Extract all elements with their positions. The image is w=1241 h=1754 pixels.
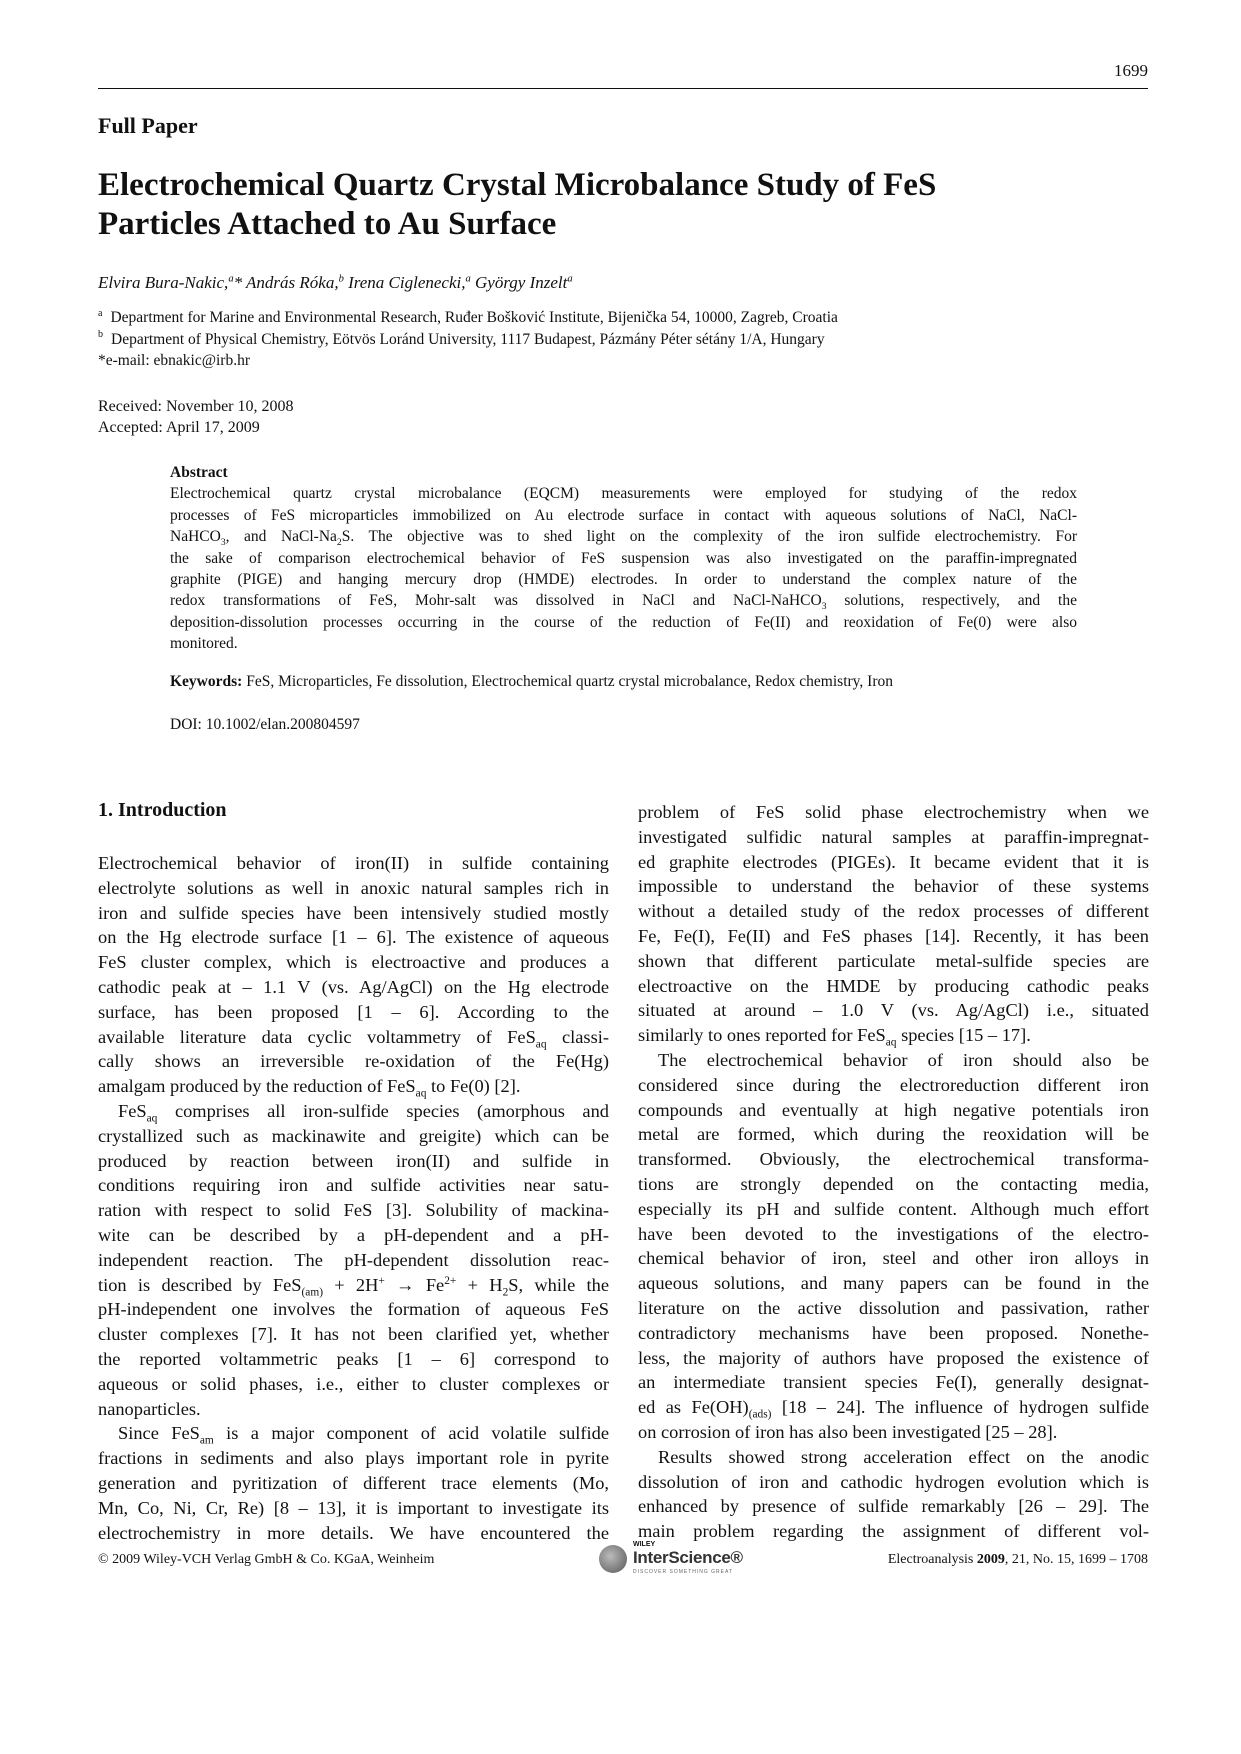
copyright: © 2009 Wiley-VCH Verlag GmbH & Co. KGaA, Weinheim	[98, 1552, 435, 1567]
text-line: electrolyte solutions as well in anoxic natural samples rich in	[98, 877, 609, 898]
text-line: Electrochemical behavior of iron(II) in sulfide containing	[98, 853, 609, 873]
doi: DOI: 10.1002/elan.200804597	[170, 716, 360, 733]
paragraph	[98, 851, 609, 1099]
right-column	[638, 800, 1149, 1544]
paragraph	[638, 1048, 1149, 1445]
text-line: tion is described by $FeS_{(am)} + 2H^+ \to Fe^{2+} + H_2S$, while the	[98, 1274, 609, 1299]
author-list: Elvira Bura-Nakic,$^a$* András Róka,$^b$ Irena Ciglenecki,$^a$ György Inzelt$^a$	[98, 273, 573, 292]
text-line: investigated sulfidic natural samples at paraffin-impregnat-	[638, 826, 1149, 847]
text-line: ed as $Fe(OH)_{(ads)}$ [18 – 24]. The influence of hydrogen sulfide	[638, 1397, 1149, 1421]
abstract-line: Electrochemical quartz crystal microbalance (EQCM) measurements were employed for studying of the redox	[170, 485, 1077, 503]
affiliation-mark: b	[98, 329, 103, 341]
abstract-line: monitored.	[170, 635, 238, 653]
text-line: generation and pyritization of different trace elements (Mo,	[98, 1472, 609, 1493]
text-line: pH-independent one involves the formation of aqueous FeS	[98, 1299, 609, 1320]
paragraph	[638, 1445, 1149, 1544]
text-line: Mn, Co, Ni, Cr, Re) [8 – 13], it is important to investigate its	[98, 1497, 609, 1518]
text-line: contradictory mechanisms have been proposed. Nonethe-	[638, 1322, 1149, 1343]
keywords-label: Keywords:	[170, 673, 243, 690]
text-line: surface, has been proposed [1 – 6]. According to the	[98, 1001, 609, 1022]
text-line: wite can be described by a pH-dependent and a pH-	[98, 1224, 609, 1245]
text-line: independent reaction. The pH-dependent dissolution reac-	[98, 1249, 609, 1270]
text-line: shown that different particulate metal-sulfide species are	[638, 950, 1149, 971]
text-line: tions are strongly depended on the contacting media,	[638, 1173, 1149, 1194]
section-heading-introduction: 1. Introduction	[98, 799, 227, 821]
affiliation-mark: a	[98, 307, 103, 319]
corresponding-email: *e-mail: ebnakic@irb.hr	[98, 352, 250, 369]
journal-year: 2009	[976, 1552, 1005, 1567]
journal-volume-pages: , 21, No. 15, 1699 – 1708	[1004, 1552, 1148, 1567]
affiliation-a	[98, 307, 838, 329]
text-line: Fe, Fe(I), Fe(II) and FeS phases [14]. Recently, it has been	[638, 925, 1149, 946]
text-line: fractions in sediments and also plays important role in pyrite	[98, 1448, 609, 1469]
text-line: nanoparticles.	[98, 1398, 201, 1419]
keywords-list: FeS, Microparticles, Fe dissolution, Electrochemical quartz crystal microbalance, Redox chemistry, Iron	[242, 673, 893, 690]
text-line: situated at around – 1.0 V (vs. Ag/AgCl) i.e., situated	[638, 1000, 1149, 1021]
text-line: cluster complexes [7]. It has not been clarified yet, whether	[98, 1324, 609, 1345]
title-line: Electrochemical Quartz Crystal Microbalance Study of FeS	[98, 167, 937, 203]
text-line: electrochemistry in more details. We have encountered the	[98, 1522, 609, 1543]
logo-publisher: WILEY	[633, 1541, 656, 1548]
text-line: have been devoted to the investigations of the electro-	[638, 1223, 1149, 1244]
abstract-body	[170, 483, 1077, 654]
paper-title	[98, 166, 1148, 244]
affiliation-text: Department of Physical Chemistry, Eötvös Loránd University, 1117 Budapest, Pázmány Péter sétány 1/A, Hungary	[111, 330, 825, 348]
interscience-logo	[597, 1541, 757, 1579]
abstract-line: graphite (PIGE) and hanging mercury drop (HMDE) electrodes. In order to understand the complex nature of the	[170, 570, 1077, 588]
text-line: on the Hg electrode surface [1 – 6]. The existence of aqueous	[98, 927, 609, 948]
text-line: without a detailed study of the redox processes of different	[638, 901, 1149, 922]
journal-citation	[888, 1552, 1148, 1568]
text-line: FeS$_{aq}$ comprises all iron-sulfide species (amorphous and	[118, 1100, 609, 1125]
text-line: impossible to understand the behavior of these systems	[638, 876, 1149, 897]
text-line: crystallized such as mackinawite and greigite) which can be	[98, 1125, 609, 1146]
logo-tagline: DISCOVER SOMETHING GREAT	[633, 1569, 734, 1575]
paragraph	[638, 800, 1149, 1048]
text-line: main problem regarding the assignment of different vol-	[638, 1521, 1149, 1542]
dates	[98, 396, 294, 438]
text-line: considered since during the electroreduction different iron	[638, 1074, 1149, 1095]
logo-name: InterScience®	[633, 1548, 743, 1567]
text-line: especially its pH and sulfide content. Although much effort	[638, 1198, 1149, 1219]
text-line: aqueous or solid phases, i.e., either to cluster complexes or	[98, 1373, 609, 1394]
text-line: aqueous solutions, and many papers can be found in the	[638, 1273, 1149, 1294]
text-line: conditions requiring iron and sulfide activities near satu-	[98, 1175, 609, 1196]
text-line: amalgam produced by the reduction of FeS$_{aq}$ to Fe(0) [2].	[98, 1076, 521, 1100]
text-line: literature on the active dissolution and passivation, rather	[638, 1297, 1149, 1318]
abstract-heading: Abstract	[170, 464, 228, 481]
text-line: chemical behavior of iron, steel and other iron alloys in	[638, 1248, 1149, 1269]
text-line: available literature data cyclic voltammetry of FeS$_{aq}$ classi-	[98, 1026, 609, 1051]
text-line: iron and sulfide species have been intensively studied mostly	[98, 902, 609, 923]
text-line: electroactive on the HMDE by producing cathodic peaks	[638, 975, 1149, 996]
affiliation-text: Department for Marine and Environmental Research, Ruđer Bošković Institute, Bijenička 54, 10000, Zagreb, Croatia	[110, 309, 838, 326]
text-line: an intermediate transient species Fe(I), generally designat-	[638, 1372, 1149, 1393]
header-rule	[98, 88, 1148, 89]
page-number: 1699	[1114, 61, 1148, 80]
text-line: similarly to ones reported for FeS$_{aq}$ species [15 – 17].	[638, 1025, 1031, 1049]
text-line: less, the majority of authors have proposed the existence of	[638, 1347, 1149, 1368]
text-line: metal are formed, which during the reoxidation will be	[638, 1124, 1149, 1145]
abstract-line: processes of FeS microparticles immobilized on Au electrode surface in contact with aqueous solutions of NaCl, NaCl-	[170, 506, 1077, 524]
text-line: problem of FeS solid phase electrochemistry when we	[638, 802, 1149, 822]
globe-icon	[599, 1545, 627, 1573]
text-line: transformed. Obviously, the electrochemical transforma-	[638, 1149, 1149, 1170]
received-date: Received: November 10, 2008	[98, 398, 294, 415]
text-line: cally shows an irreversible re-oxidation of the Fe(Hg)	[98, 1051, 609, 1072]
text-line: cathodic peak at – 1.1 V (vs. Ag/AgCl) on the Hg electrode	[98, 976, 609, 997]
text-line: enhanced by presence of sulfide remarkably [26 – 29]. The	[638, 1496, 1149, 1517]
text-line: ration with respect to solid FeS [3]. Solubility of mackina-	[98, 1200, 609, 1221]
section-label: Full Paper	[98, 113, 198, 138]
left-column	[98, 851, 609, 1545]
abstract-line: deposition-dissolution processes occurring in the course of the reduction of Fe(II) and reoxidation of Fe(0) were also	[170, 613, 1077, 631]
title-line: Particles Attached to Au Surface	[98, 206, 557, 242]
text-line: The electrochemical behavior of iron should also be	[658, 1049, 1149, 1070]
text-line: compounds and eventually at high negative potentials iron	[638, 1099, 1149, 1120]
text-line: ed graphite electrodes (PIGEs). It became evident that it is	[638, 851, 1149, 872]
keywords	[170, 673, 893, 691]
abstract	[170, 462, 1077, 655]
abstract-line: the sake of comparison electrochemical behavior of FeS suspension was also investigated on the paraffin-impregnated	[170, 549, 1077, 567]
text-line: FeS cluster complex, which is electroactive and produces a	[98, 952, 609, 973]
text-line: dissolution of iron and cathodic hydrogen evolution which is	[638, 1471, 1149, 1492]
text-line: Results showed strong acceleration effect on the anodic	[658, 1446, 1149, 1467]
paragraph	[98, 1421, 609, 1545]
paragraph	[98, 1099, 609, 1421]
affiliation-b	[98, 329, 838, 351]
text-line: produced by reaction between iron(II) and sulfide in	[98, 1150, 609, 1171]
abstract-line: redox transformations of FeS, Mohr-salt was dissolved in NaCl and NaCl-NaHCO$_3$ solutions, respectively, and the	[170, 592, 1077, 613]
text-line: Since FeS$_{am}$ is a major component of acid volatile sulfide	[118, 1423, 609, 1447]
abstract-line: NaHCO$_3$, and NaCl-$Na_2S$. The objective was to shed light on the complexity of the iron sulfide electrochemistry. For	[170, 528, 1077, 549]
text-line: the reported voltammetric peaks [1 – 6] correspond to	[98, 1348, 609, 1369]
text-line: on corrosion of iron has also been investigated [25 – 28].	[638, 1421, 1058, 1442]
journal-name: Electroanalysis	[887, 1552, 977, 1567]
affiliations	[98, 307, 838, 372]
accepted-date: Accepted: April 17, 2009	[98, 419, 260, 436]
